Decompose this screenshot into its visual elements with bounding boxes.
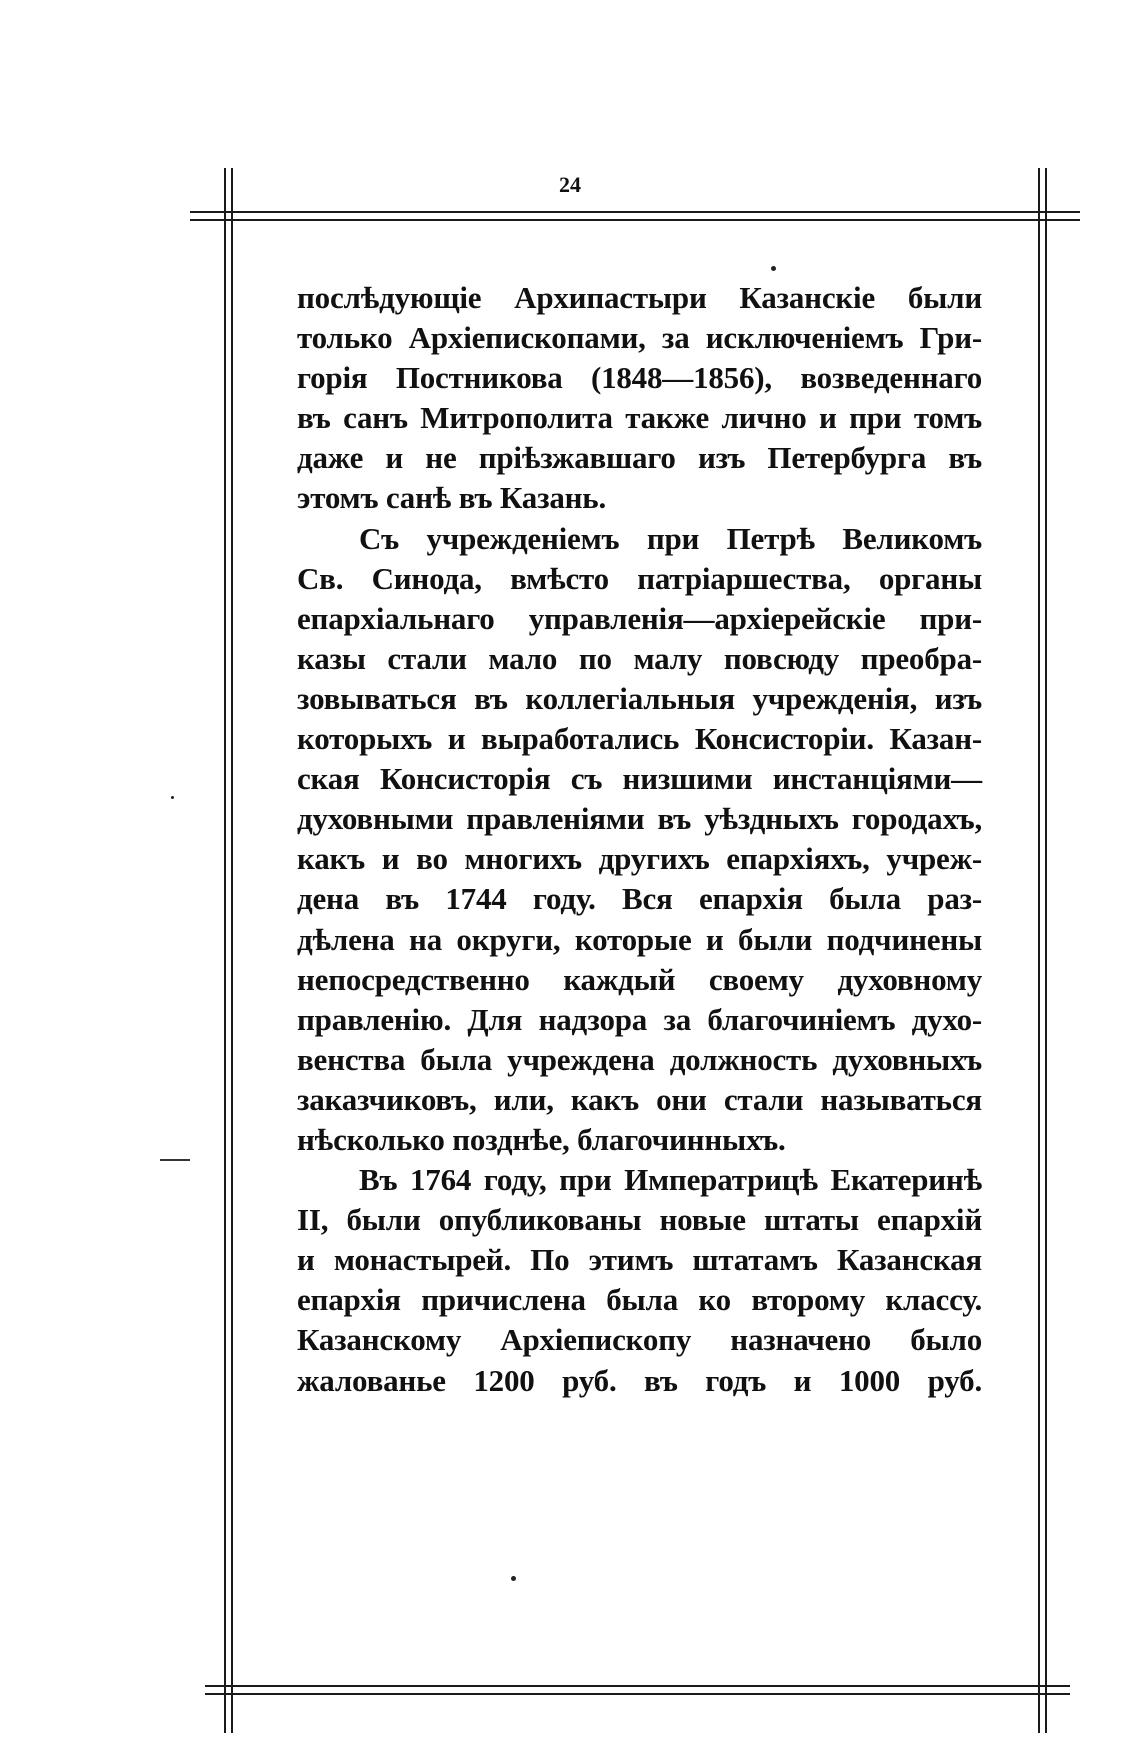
text-line: какъ и во многихъ другихъ епархіяхъ, учреж- — [297, 841, 982, 877]
scan-speck — [771, 266, 776, 271]
text-line: казы стали мало по малу повсюду преобра- — [297, 640, 982, 676]
body-text — [297, 278, 982, 1401]
frame-top-line-2 — [190, 219, 1080, 221]
scan-speck — [171, 796, 174, 799]
text-line: этомъ санѣ въ Казань. — [297, 480, 607, 516]
text-line: зовываться въ коллегіальныя учрежденія, изъ — [297, 680, 982, 716]
paragraph-3 — [297, 1160, 982, 1401]
text-line: въ санъ Митрополита также лично и при томъ — [297, 400, 982, 436]
text-line: горія Постникова (1848—1856), возведеннаго — [297, 360, 982, 396]
text-line: которыхъ и выработались Консисторіи. Казан- — [297, 721, 982, 757]
frame-bottom-line-1 — [205, 1685, 1070, 1687]
text-line: и монастырей. По этимъ штатамъ Казанская — [297, 1242, 982, 1278]
frame-right-inner-line — [1045, 168, 1047, 1733]
text-line: заказчиковъ, или, какъ они стали называться — [297, 1081, 982, 1117]
text-line: правленію. Для надзора за благочиніемъ духо- — [297, 1001, 982, 1037]
text-line: Съ учрежденіемъ при Петрѣ Великомъ — [359, 520, 982, 556]
text-line: II, были опубликованы новые штаты епархій — [297, 1202, 982, 1238]
frame-left-inner-line — [231, 168, 233, 1733]
text-line: жалованье 1200 руб. въ годъ и 1000 руб. — [297, 1362, 982, 1398]
text-line: Въ 1764 году, при Императрицѣ Екатеринѣ — [359, 1162, 982, 1198]
text-line: епархіальнаго управленія—архіерейскіе при- — [297, 600, 982, 636]
text-line: Казанскому Архіепископу назначено было — [297, 1322, 982, 1358]
paragraph-2 — [297, 519, 982, 1161]
scan-speck — [511, 1576, 516, 1581]
text-line: епархія причислена была ко второму классу. — [297, 1282, 982, 1318]
paragraph-1 — [297, 278, 982, 519]
text-line: венства была учреждена должность духовныхъ — [297, 1041, 982, 1077]
frame-left-outer-line — [224, 168, 226, 1733]
scan-mark — [160, 1159, 190, 1161]
text-line: даже и не пріѣзжавшаго изъ Петербурга въ — [297, 440, 982, 476]
text-line: послѣдующіе Архипастыри Казанскіе были — [297, 280, 982, 315]
text-line: дена въ 1744 году. Вся епархія была раз- — [297, 881, 982, 917]
text-line: Св. Синода, вмѣсто патріаршества, органы — [297, 560, 982, 596]
text-line: дѣлена на округи, которые и были подчинены — [297, 921, 982, 957]
text-line: непосредственно каждый своему духовному — [297, 961, 982, 997]
text-line: только Архіепископами, за исключеніемъ Гри- — [297, 320, 982, 356]
text-line: ская Консисторія съ низшими инстанціями— — [297, 761, 982, 797]
frame-bottom-line-2 — [205, 1693, 1070, 1695]
frame-right-outer-line — [1038, 168, 1040, 1733]
text-line: духовными правленіями въ уѣздныхъ городахъ, — [297, 801, 982, 837]
text-line: нѣсколько позднѣе, благочинныхъ. — [297, 1121, 786, 1157]
page-number: 24 — [559, 172, 581, 197]
frame-top-line-1 — [190, 211, 1080, 213]
